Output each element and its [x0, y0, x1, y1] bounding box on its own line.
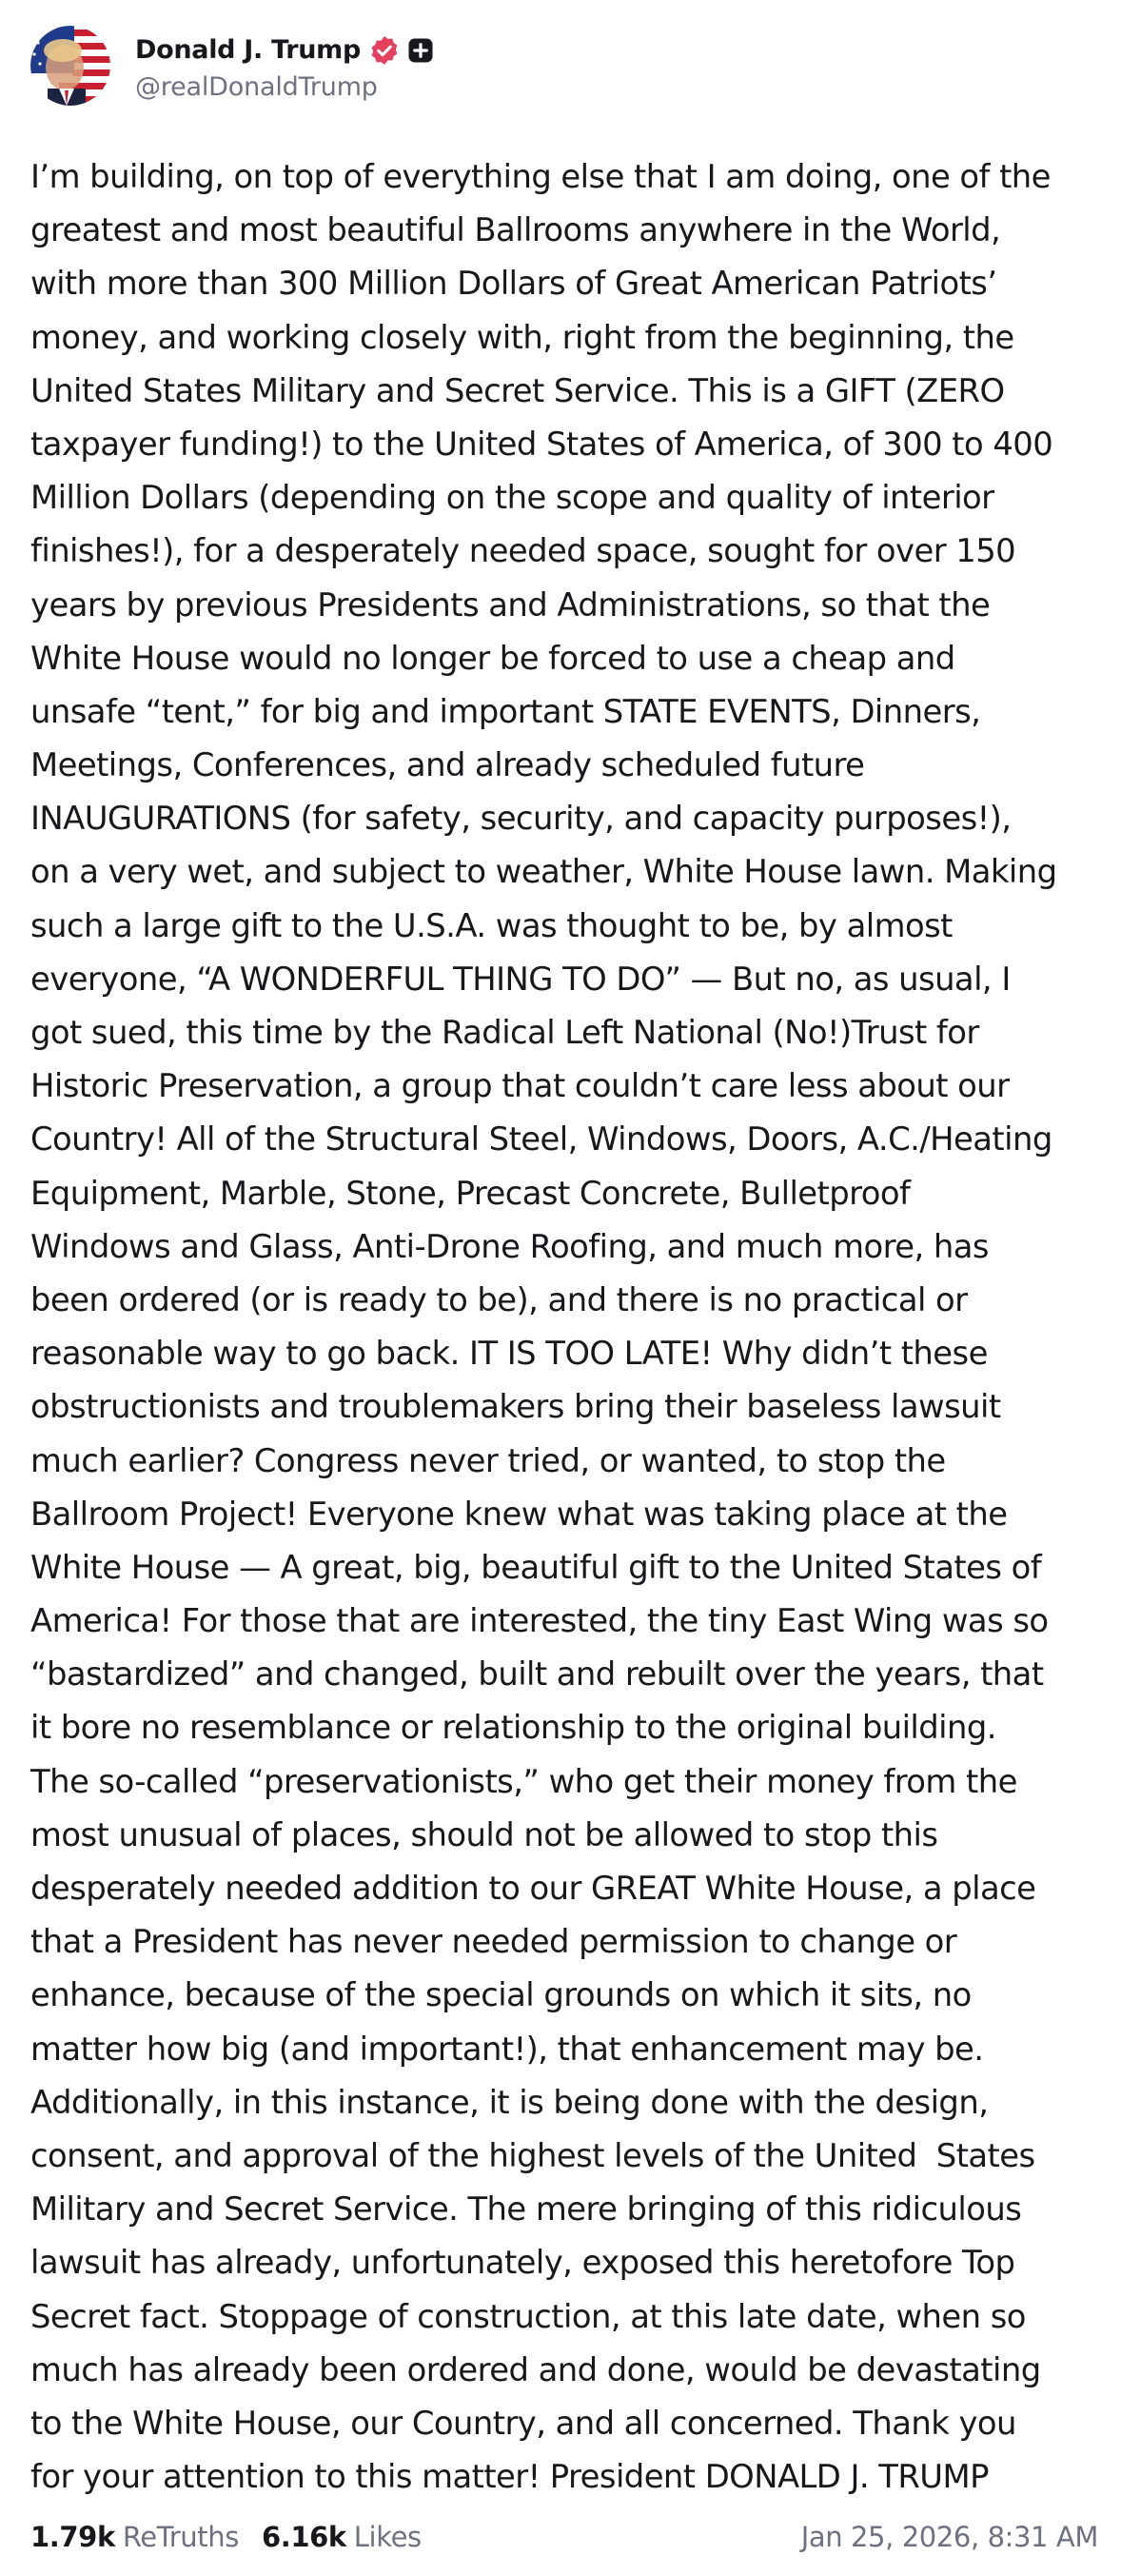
post-text-line: that a President has never needed permission to change or — [30, 1923, 957, 1961]
post-text-line: most unusual of places, should not be allowed to stop this — [30, 1815, 938, 1853]
post-text-line: finishes!), for a desperately needed space, sought for over 150 — [30, 532, 1016, 570]
post-text-line: such a large gift to the U.S.A. was thought to be, by almost — [30, 906, 953, 944]
post-text-line: with more than 300 Million Dollars of Great American Patriots’ — [30, 265, 997, 303]
post-text-line: I’m building, on top of everything else that I am doing, one of the — [30, 158, 1051, 195]
post-text-line: America! For those that are interested, the tiny East Wing was so — [30, 1602, 1049, 1640]
post-text-line: for your attention to this matter! President DONALD J. TRUMP — [30, 2458, 989, 2496]
post-text-line: Million Dollars (depending on the scope and quality of interior — [30, 479, 994, 517]
plus-badge-icon — [406, 36, 435, 65]
author-display-name[interactable]: Donald J. Trump — [135, 35, 362, 65]
post-text-line: consent, and approval of the highest levels of the United States — [30, 2136, 1035, 2174]
avatar[interactable] — [30, 26, 110, 106]
post-text-line: White House — A great, big, beautiful gift to the United States of — [30, 1548, 1042, 1586]
post-text — [30, 150, 1106, 2504]
post-text-line: years by previous Presidents and Administrations, so that the — [30, 585, 991, 624]
post-text-line: Secret fact. Stoppage of construction, at this late date, when so — [30, 2297, 1026, 2335]
post-text-line: “bastardized” and changed, built and rebuilt over the years, that — [30, 1655, 1044, 1694]
post-text-line: got sued, this time by the Radical Left National (No!)Trust for — [30, 1014, 979, 1051]
post-text-line: obstructionists and troublemakers bring their baseless lawsuit — [30, 1388, 1001, 1426]
post-header — [30, 25, 435, 107]
post-text-line: on a very wet, and subject to weather, White House lawn. Making — [30, 853, 1057, 891]
post-text-line: Meetings, Conferences, and already scheduled future — [30, 746, 865, 784]
post-text-line: much has already been ordered and done, would be devastating — [30, 2350, 1041, 2388]
post-text-line: taxpayer funding!) to the United States of America, of 300 to 400 — [30, 425, 1053, 463]
post-text-line: Historic Preservation, a group that couldn’t care less about our — [30, 1067, 1010, 1105]
post-text-line: Equipment, Marble, Stone, Precast Concrete, Bulletproof — [30, 1174, 911, 1212]
post-text-line: Ballroom Project! Everyone knew what was taking place at the — [30, 1495, 1008, 1533]
post-text-line: Military and Secret Service. The mere bringing of this ridiculous — [30, 2190, 1022, 2229]
post-text-line: White House would no longer be forced to use a cheap and — [30, 639, 955, 677]
post-text-line: money, and working closely with, right from the beginning, the — [30, 318, 1014, 356]
post-text-line: enhance, because of the special grounds on which it sits, no — [30, 1976, 972, 2014]
likes-count: 6.16k — [261, 2521, 346, 2553]
post-text-line: been ordered (or is ready to be), and there is no practical or — [30, 1280, 968, 1318]
author-block — [135, 30, 435, 102]
post-text-line: INAUGURATIONS (for safety, security, and capacity purposes!), — [30, 800, 1012, 838]
post-text-line: it bore no resemblance or relationship to the original building. — [30, 1709, 996, 1747]
post-text-line: The so-called “preservationists,” who get their money from the — [30, 1762, 1017, 1800]
post-text-line: reasonable way to go back. IT IS TOO LATE! Why didn’t these — [30, 1335, 988, 1373]
retruths-count: 1.79k — [30, 2521, 115, 2553]
name-row — [135, 30, 435, 70]
post-text-line: matter how big (and important!), that enhancement may be. — [30, 2030, 984, 2068]
likes-label: Likes — [353, 2521, 422, 2553]
post-text-line: lawsuit has already, unfortunately, exposed this heretofore Top — [30, 2244, 1015, 2282]
post-text-line: greatest and most beautiful Ballrooms anywhere in the World, — [30, 211, 1001, 249]
post-text-line: to the White House, our Country, and all concerned. Thank you — [30, 2404, 1016, 2442]
verified-badge-icon — [368, 34, 401, 67]
post-text-line: unsafe “tent,” for big and important STATE EVENTS, Dinners, — [30, 692, 981, 730]
avatar-image — [30, 26, 110, 106]
post-text-line: Windows and Glass, Anti-Drone Roofing, and much more, has — [30, 1227, 989, 1265]
post-text-line: United States Military and Secret Service. This is a GIFT (ZERO — [30, 371, 1005, 409]
post-text-line: Country! All of the Structural Steel, Windows, Doors, A.C./Heating — [30, 1120, 1052, 1159]
post-text-line: everyone, “A WONDERFUL THING TO DO” — But no, as usual, I — [30, 960, 1011, 998]
post-text-line: much earlier? Congress never tried, or wanted, to stop the — [30, 1441, 946, 1479]
likes-stat[interactable] — [262, 2521, 422, 2553]
retruths-label: ReTruths — [122, 2521, 239, 2553]
post-text-line: Additionally, in this instance, it is being done with the design, — [30, 2083, 989, 2121]
author-handle[interactable]: @realDonaldTrump — [135, 71, 378, 102]
post-footer — [30, 2513, 1098, 2561]
post-text-line: desperately needed addition to our GREAT White House, a place — [30, 1870, 1036, 1907]
post-timestamp[interactable]: Jan 25, 2026, 8:31 AM — [800, 2521, 1098, 2553]
retruths-stat[interactable] — [30, 2521, 239, 2553]
